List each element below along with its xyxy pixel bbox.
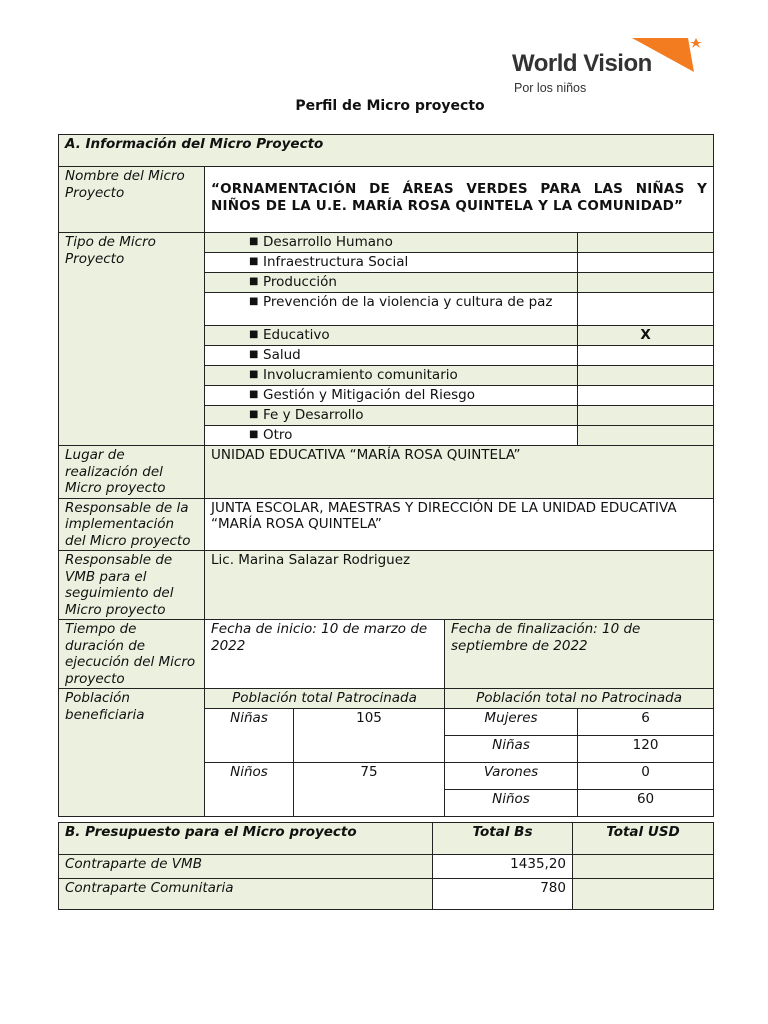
responsible-value: JUNTA ESCOLAR, MAESTRAS Y DIRECCIÓN DE LA UNIDAD EDUCATIVA “MARÍA ROSA QUINTELA” <box>205 498 714 551</box>
non-sponsored-men-value: 0 <box>578 762 714 789</box>
bullet-icon: ■ <box>249 296 259 307</box>
sponsored-header: Población total Patrocinada <box>205 689 445 709</box>
bullet-icon: ■ <box>249 389 259 400</box>
project-type-label: Tipo de Micro Proyecto <box>59 233 205 446</box>
section-a-header: A. Información del Micro Proyecto <box>59 135 714 167</box>
non-sponsored-women-value: 6 <box>578 708 714 735</box>
section-b-table <box>58 822 714 910</box>
bullet-icon: ■ <box>249 429 259 440</box>
section-a-table <box>58 134 714 817</box>
type-mark <box>578 293 714 326</box>
place-label: Lugar de realización del Micro proyecto <box>59 446 205 499</box>
type-mark <box>578 253 714 273</box>
type-mark <box>578 273 714 293</box>
non-sponsored-header: Población total no Patrocinada <box>445 689 714 709</box>
type-mark <box>578 426 714 446</box>
budget-row-label: Contraparte Comunitaria <box>59 879 433 910</box>
bullet-icon: ■ <box>249 369 259 380</box>
duration-label: Tiempo de duración de ejecución del Micro proyecto <box>59 620 205 689</box>
bullet-icon: ■ <box>249 409 259 420</box>
type-mark <box>578 366 714 386</box>
total-usd-header: Total USD <box>573 823 714 855</box>
sponsored-boys-label: Niños <box>205 762 294 816</box>
type-item-produccion: ■ Producción <box>205 273 578 293</box>
type-item-otro: ■ Otro <box>205 426 578 446</box>
sponsored-boys-value: 75 <box>294 762 445 816</box>
sponsored-girls-value: 105 <box>294 708 445 762</box>
section-b-header: B. Presupuesto para el Micro proyecto <box>59 823 433 855</box>
budget-row-bs: 780 <box>433 879 573 910</box>
non-sponsored-men-label: Varones <box>445 762 578 789</box>
place-value: UNIDAD EDUCATIVA “MARÍA ROSA QUINTELA” <box>205 446 714 499</box>
type-item-involucramiento: ■ Involucramiento comunitario <box>205 366 578 386</box>
sponsored-girls-label: Niñas <box>205 708 294 762</box>
bullet-icon: ■ <box>249 236 259 247</box>
non-sponsored-girls-label: Niñas <box>445 735 578 762</box>
type-item-educativo: ■ Educativo <box>205 326 578 346</box>
start-date: Fecha de inicio: 10 de marzo de 2022 <box>205 620 445 689</box>
bullet-icon: ■ <box>249 329 259 340</box>
type-item-desarrollo-humano: ■ Desarrollo Humano <box>205 233 578 253</box>
brand-name: World Vision <box>512 50 652 77</box>
bullet-icon: ■ <box>249 276 259 287</box>
type-item-fe-desarrollo: ■ Fe y Desarrollo <box>205 406 578 426</box>
project-name-value: “ORNAMENTACIÓN DE ÁREAS VERDES PARA LAS NIÑAS Y NIÑOS DE LA U.E. MARÍA ROSA QUINTELA Y LA COMUNIDAD” <box>205 167 714 233</box>
total-bs-header: Total Bs <box>433 823 573 855</box>
budget-row-label: Contraparte de VMB <box>59 855 433 879</box>
responsible-label: Responsable de la implementación del Micro proyecto <box>59 498 205 551</box>
type-item-prevencion-violencia: ■ Prevención de la violencia y cultura de paz <box>205 293 578 326</box>
vmb-responsible-value: Lic. Marina Salazar Rodriguez <box>205 551 714 620</box>
budget-row-bs: 1435,20 <box>433 855 573 879</box>
world-vision-logo <box>512 34 698 98</box>
type-mark <box>578 386 714 406</box>
end-date: Fecha de finalización: 10 de septiembre de 2022 <box>445 620 714 689</box>
budget-row-usd <box>573 879 714 910</box>
document-title: Perfil de Micro proyecto <box>295 98 485 114</box>
type-mark <box>578 233 714 253</box>
type-mark <box>578 346 714 366</box>
type-item-infraestructura-social: ■ Infraestructura Social <box>205 253 578 273</box>
non-sponsored-boys-value: 60 <box>578 789 714 816</box>
population-label: Población beneficiaria <box>59 689 205 817</box>
bullet-icon: ■ <box>249 256 259 267</box>
brand-tagline: Por los niños <box>514 81 587 95</box>
budget-row-usd <box>573 855 714 879</box>
non-sponsored-girls-value: 120 <box>578 735 714 762</box>
type-mark-selected: X <box>578 326 714 346</box>
non-sponsored-women-label: Mujeres <box>445 708 578 735</box>
type-mark <box>578 406 714 426</box>
project-name-label: Nombre del Micro Proyecto <box>59 167 205 233</box>
non-sponsored-boys-label: Niños <box>445 789 578 816</box>
bullet-icon: ■ <box>249 349 259 360</box>
type-item-salud: ■ Salud <box>205 346 578 366</box>
type-item-gestion-riesgo: ■ Gestión y Mitigación del Riesgo <box>205 386 578 406</box>
vmb-responsible-label: Responsable de VMB para el seguimiento del Micro proyecto <box>59 551 205 620</box>
